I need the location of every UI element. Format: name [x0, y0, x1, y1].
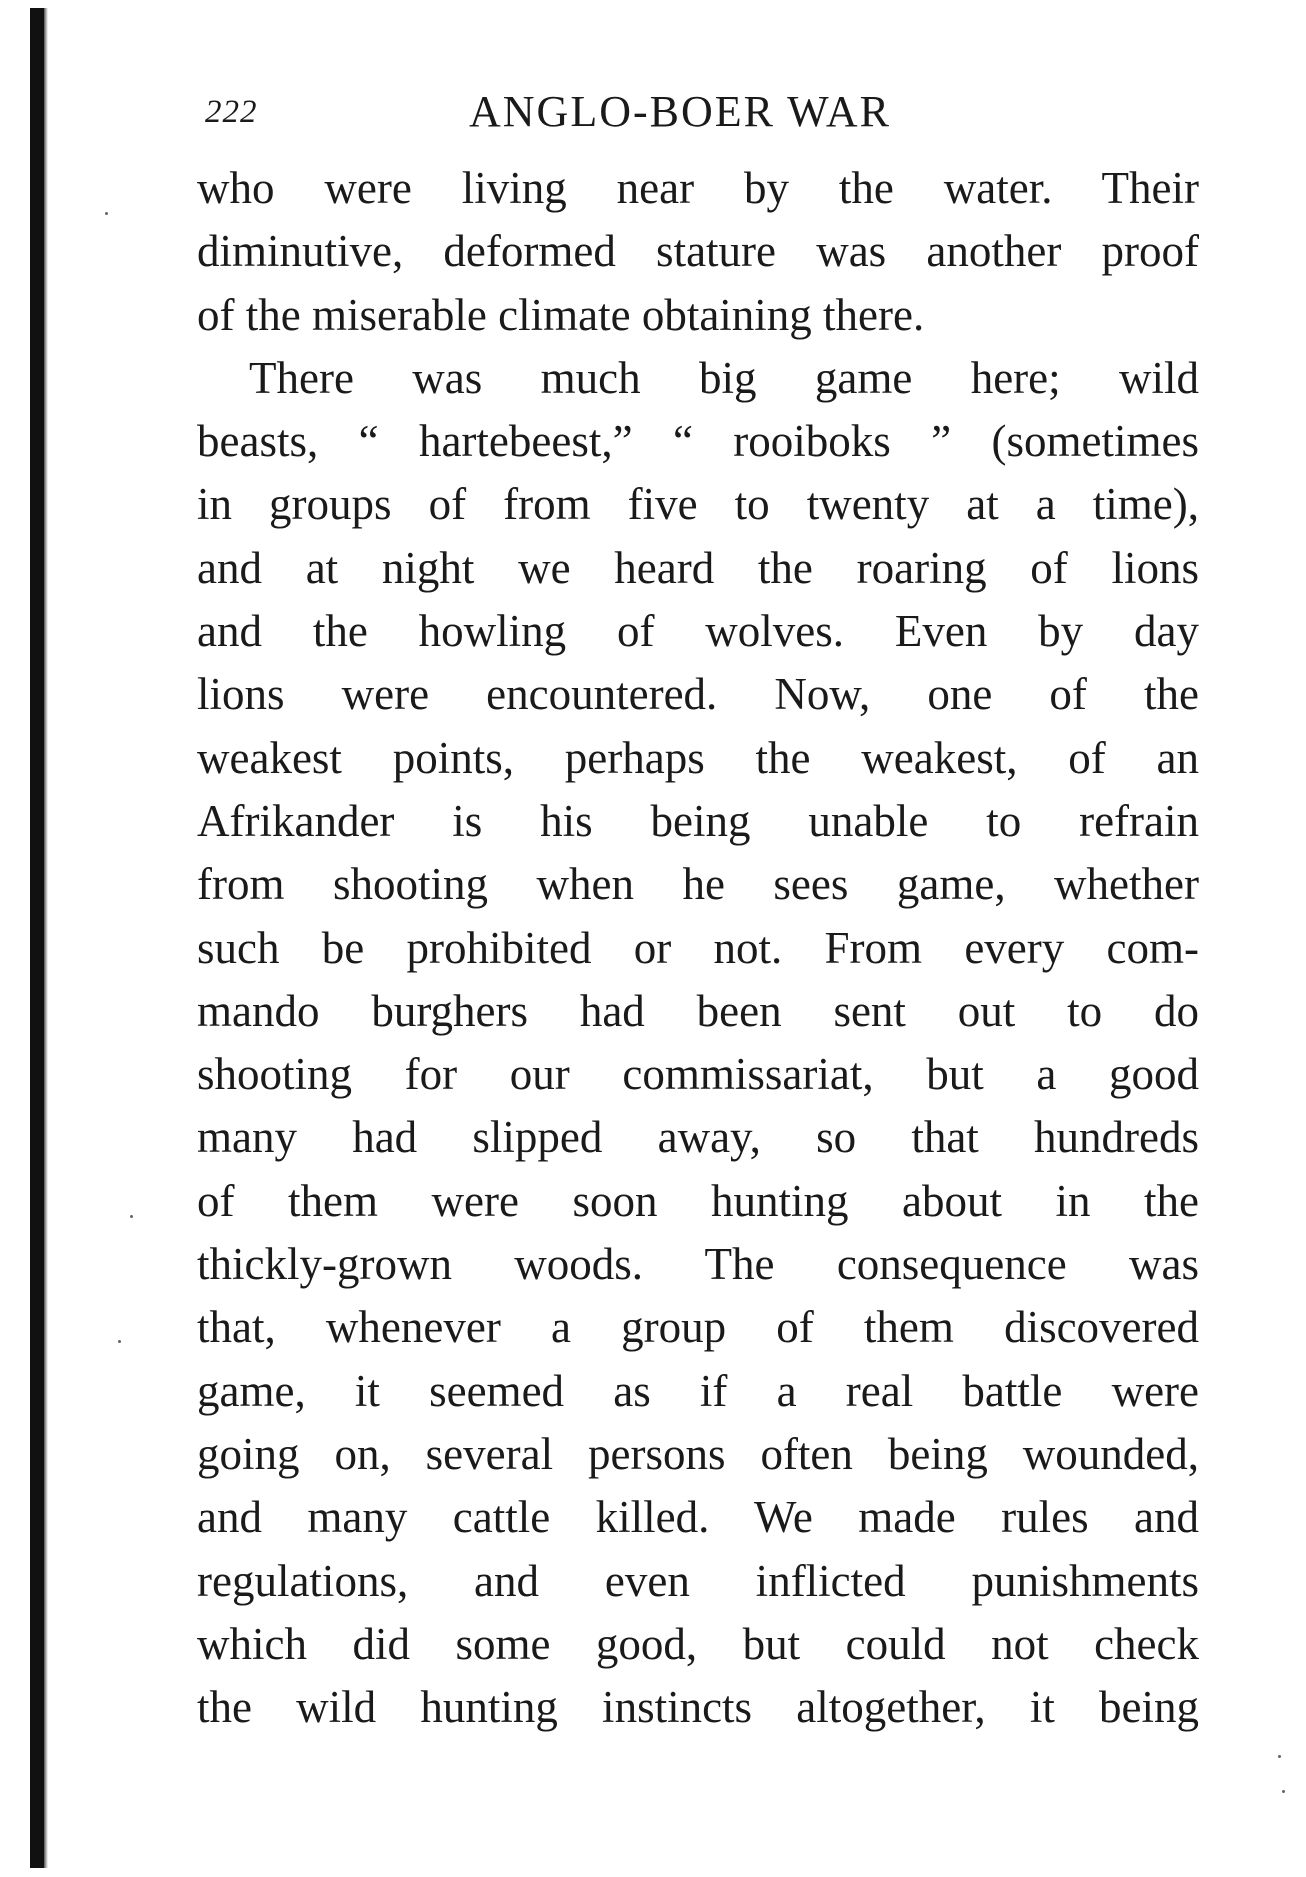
- text-line: Afrikander is his being unable to refrain: [197, 795, 1199, 846]
- text-line: who were living near by the water. Their: [197, 163, 1199, 213]
- text-line: which did some good, but could not check: [197, 1618, 1199, 1669]
- text-line: beasts, “ hartebeest,” “ rooiboks ” (sometimes: [197, 416, 1199, 467]
- page-number: 222: [205, 94, 258, 130]
- text-line: such be prohibited or not. From every com-: [197, 922, 1199, 973]
- text-line: the wild hunting instincts altogether, it being: [197, 1682, 1199, 1733]
- scan-speck: [1278, 1755, 1281, 1758]
- text-line: and at night we heard the roaring of lions: [197, 542, 1199, 593]
- text-line: diminutive, deformed stature was another proof: [197, 226, 1199, 277]
- scan-speck: [130, 1215, 133, 1218]
- text-line: shooting for our commissariat, but a good: [197, 1049, 1199, 1100]
- text-line: lions were encountered. Now, one of the: [197, 669, 1199, 720]
- running-title: ANGLO-BOER WAR: [469, 87, 891, 136]
- text-line: game, it seemed as if a real battle were: [197, 1365, 1199, 1416]
- text-line: from shooting when he sees game, whether: [197, 859, 1199, 910]
- text-line: that, whenever a group of them discovered: [197, 1302, 1199, 1353]
- scan-speck: [118, 1340, 121, 1343]
- text-line: and many cattle killed. We made rules and: [197, 1492, 1199, 1543]
- page-binding-edge: [30, 8, 44, 1868]
- text-line: many had slipped away, so that hundreds: [197, 1112, 1199, 1163]
- page-header: [205, 86, 1205, 146]
- text-line: of them were soon hunting about in the: [197, 1175, 1199, 1226]
- text-line: weakest points, perhaps the weakest, of an: [197, 732, 1199, 783]
- text-line: regulations, and even inflicted punishments: [197, 1555, 1199, 1606]
- paragraph-start-line: There was much big game here; wild: [249, 352, 1199, 403]
- body-text: [197, 157, 1199, 1739]
- text-line: thickly-grown woods. The consequence was: [197, 1239, 1199, 1290]
- text-line: and the howling of wolves. Even by day: [197, 606, 1199, 657]
- page-binding-shadow: [44, 8, 48, 1868]
- text-line: going on, several persons often being wounded,: [197, 1428, 1199, 1479]
- text-line: in groups of from five to twenty at a time),: [197, 479, 1199, 530]
- text-line: mando burghers had been sent out to do: [197, 985, 1199, 1036]
- scan-speck: [1282, 1790, 1285, 1793]
- scan-speck: [105, 212, 108, 215]
- text-line: of the miserable climate obtaining there.: [197, 289, 925, 340]
